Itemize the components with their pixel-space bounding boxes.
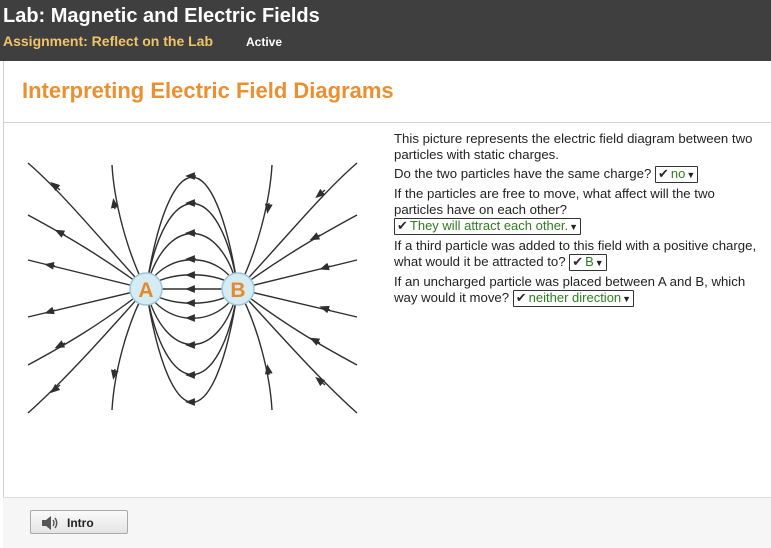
question-2 xyxy=(394,186,766,235)
status-badge: Active xyxy=(246,35,283,49)
question-1 xyxy=(394,166,766,183)
particle-b-label: B xyxy=(230,279,246,302)
intro-text: This picture represents the electric field diagram between two particles with static charges. xyxy=(394,131,753,162)
intro-button-label: Intro xyxy=(67,516,94,530)
check-icon: ✔ xyxy=(515,290,527,305)
question-1-text: Do the two particles have the same charge? xyxy=(394,166,652,181)
answer-3-value: B xyxy=(585,254,594,269)
page-title: Interpreting Electric Field Diagrams xyxy=(22,78,394,103)
question-3 xyxy=(394,238,766,271)
intro-button[interactable] xyxy=(30,510,128,534)
question-2-text: If the particles are free to move, what affect will the two particles have on each other? xyxy=(394,186,715,217)
top-bar xyxy=(0,0,771,61)
answer-4-dropdown[interactable] xyxy=(513,290,634,307)
chevron-down-icon: ▼ xyxy=(594,258,604,268)
answer-3-dropdown[interactable] xyxy=(569,254,607,271)
answer-1-value: no xyxy=(670,166,686,181)
check-icon: ✔ xyxy=(657,166,669,181)
answer-1-dropdown[interactable] xyxy=(655,166,698,183)
question-panel xyxy=(394,131,766,310)
electric-field-diagram xyxy=(20,155,365,420)
particle-a-label: A xyxy=(138,279,154,302)
answer-2-dropdown[interactable] xyxy=(394,218,581,235)
lab-title: Lab: Magnetic and Electric Fields xyxy=(3,5,320,27)
section-header xyxy=(4,61,771,123)
question-4 xyxy=(394,274,766,307)
chevron-down-icon: ▼ xyxy=(569,222,579,232)
particle-a xyxy=(130,273,162,305)
check-icon: ✔ xyxy=(397,218,408,233)
question-3-text: If a third particle was added to this field with a positive charge, what would it be attracted to? xyxy=(394,238,757,269)
assignment-title: Assignment: Reflect on the Lab xyxy=(3,33,214,49)
answer-4-value: neither direction xyxy=(528,290,622,305)
speaker-icon xyxy=(41,515,59,531)
chevron-down-icon: ▼ xyxy=(686,170,696,180)
field-lines-b xyxy=(238,163,357,413)
particle-b xyxy=(222,273,254,305)
field-lines-a xyxy=(28,163,146,413)
answer-2-value: They will attract each other. xyxy=(409,218,569,233)
chevron-down-icon: ▼ xyxy=(622,294,632,304)
question-4-text: If an uncharged particle was placed between A and B, which way would it move? xyxy=(394,274,746,305)
check-icon: ✔ xyxy=(572,254,584,269)
footer-bar xyxy=(3,497,771,548)
